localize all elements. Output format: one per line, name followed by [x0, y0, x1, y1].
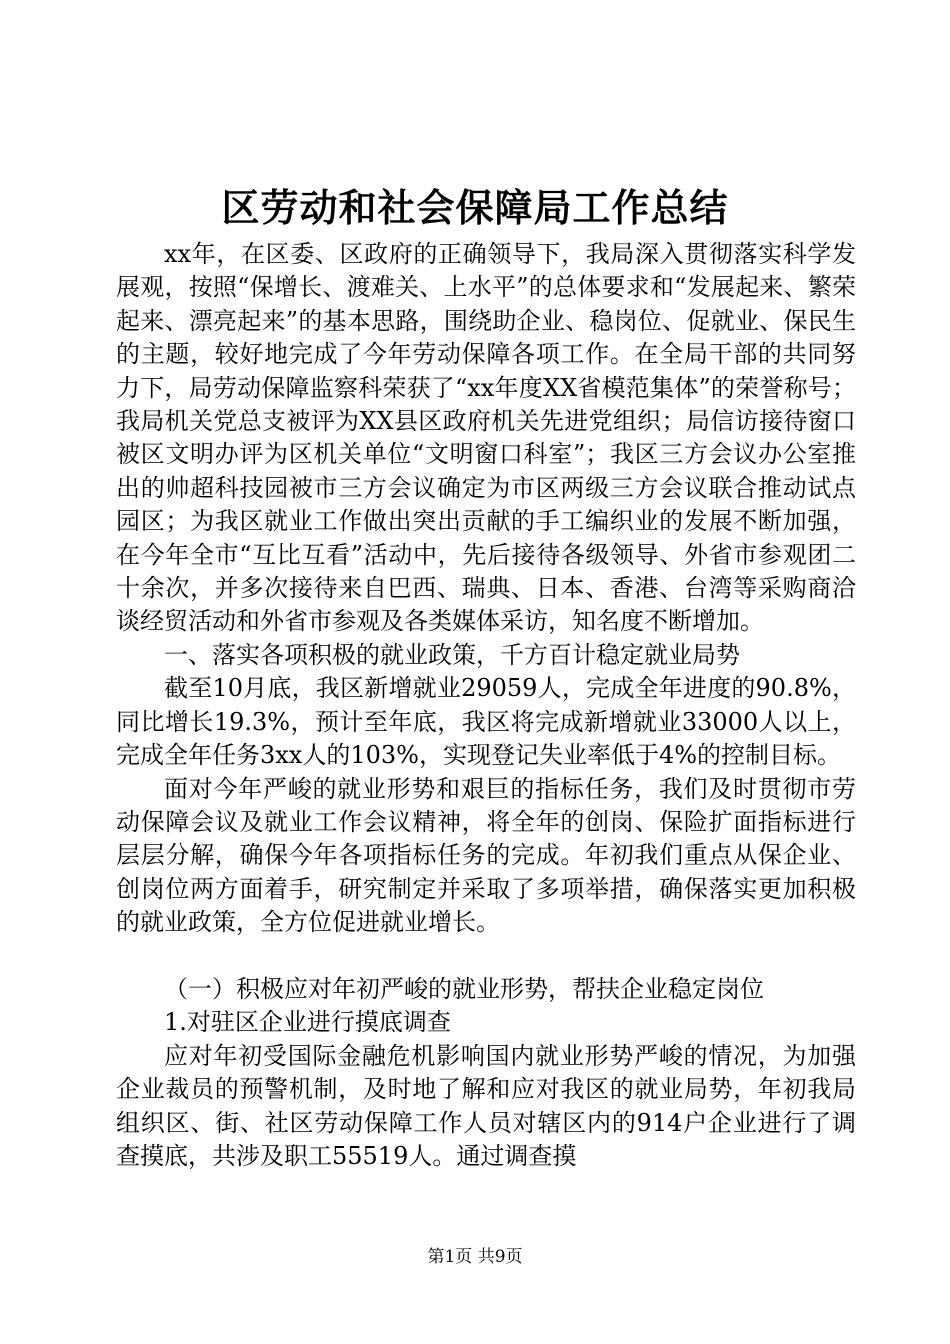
- survey-paragraph: 应对年初受国际金融危机影响国内就业形势严峻的情况，为加强企业裁员的预警机制，及时地了解和应对我区的就业局势，年初我局组织区、街、社区劳动保障工作人员对辖区内的914户企业进行了调查摸底，共涉及职工55519人。通过调查摸: [116, 1041, 856, 1170]
- item-heading-1: 1.对驻区企业进行摸底调查: [164, 1008, 451, 1037]
- document-body: [116, 238, 856, 1173]
- employment-stats-paragraph: 截至10月底，我区新增就业29059人，完成全年进度的90.8%，同比增长19.3%，预计至年底，我区将完成新增就业33000人以上，完成全年任务3xx人的103%，实现登记失业率低于4%的控制目标。: [116, 674, 856, 770]
- intro-paragraph: xx年，在区委、区政府的正确领导下，我局深入贯彻落实科学发展观，按照“保增长、渡难关、上水平”的总体要求和“发展起来、繁荣起来、漂亮起来”的基本思路，围绕助企业、稳岗位、促就业、保民生的主题，较好地完成了今年劳动保障各项工作。在全局干部的共同努力下，局劳动保障监察科荣获了“xx年度XX省模范集体”的荣誉称号；我局机关党总支被评为XX县区政府机关先进党组织；局信访接待窗口被区文明办评为区机关单位“文明窗口科室”；我区三方会议办公室推出的帅超科技园被市三方会议确定为市区两级三方会议联合推动试点园区；为我区就业工作做出突出贡献的手工编织业的发展不断加强，在今年全市“互比互看”活动中，先后接待各级领导、外省市参观团二十余次，并多次接待来自巴西、瑞典、日本、香港、台湾等采购商洽谈经贸活动和外省市参观及各类媒体采访，知名度不断增加。: [116, 240, 856, 636]
- policy-paragraph: 面对今年严峻的就业形势和艰巨的指标任务，我们及时贯彻市劳动保障会议及就业工作会议精神，将全年的创岗、保险扩面指标进行层层分解，确保今年各项指标任务的完成。年初我们重点从保企业、创岗位两方面着手，研究制定并采取了多项举措，确保落实更加积极的就业政策，全方位促进就业增长。: [116, 774, 856, 937]
- section-heading-1: 一、落实各项积极的就业政策，千方百计稳定就业局势: [164, 640, 740, 669]
- page-number: 第1页 共9页: [427, 1247, 523, 1267]
- subsection-heading-1: （一）积极应对年初严峻的就业形势，帮扶企业稳定岗位: [164, 974, 764, 1003]
- document-title: 区劳动和社会保障局工作总结: [221, 185, 729, 230]
- paragraph-spacer: [116, 940, 856, 973]
